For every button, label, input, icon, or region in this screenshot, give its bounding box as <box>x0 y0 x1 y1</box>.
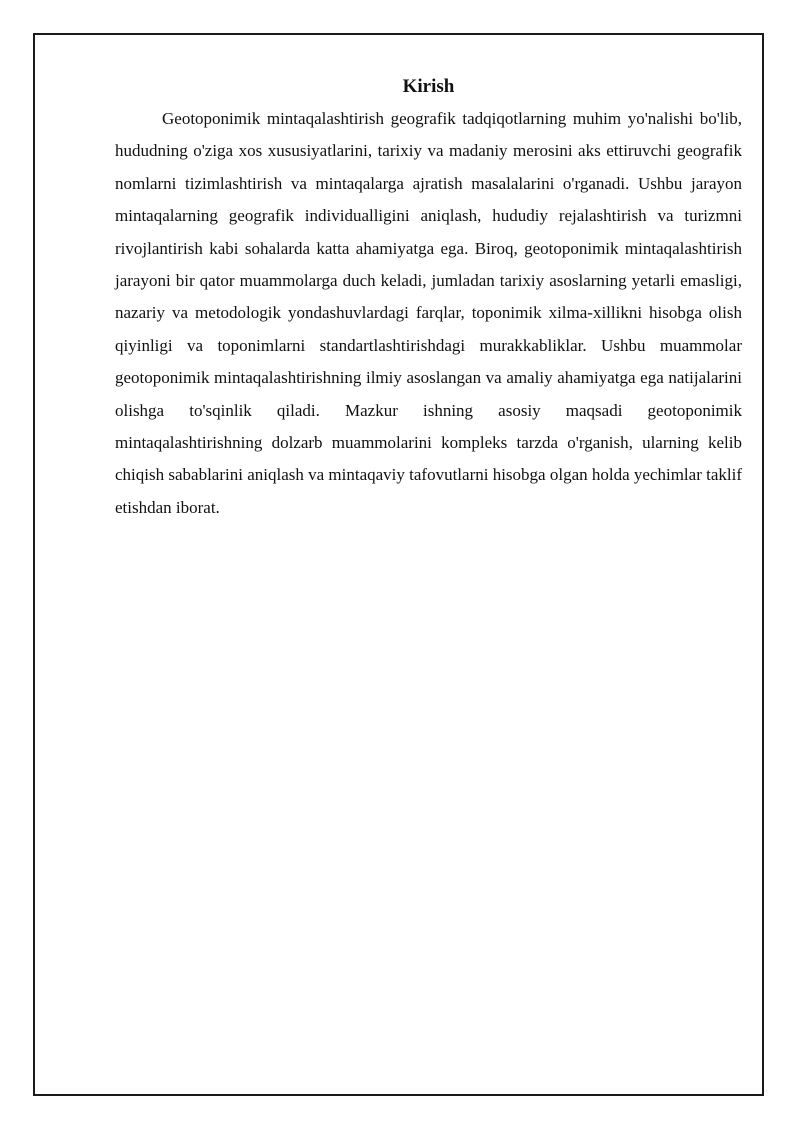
document-body <box>115 72 742 524</box>
section-title: Kirish <box>402 76 455 97</box>
body-paragraph: Geotoponimik mintaqalashtirish geografik tadqiqotlarning muhim yo'nalishi bo'lib, hududning o'ziga xos xususiyatlarini, tarixiy va madaniy merosini aks ettiruvchi geografik nomlarni tizimlashtirish va mintaqalarga ajratish masalalarini o'rganadi. Ushbu jarayon mintaqalarning geografik individualligini aniqlash, hududiy rejalashtirish va turizmni rivojlantirish kabi sohalarda katta ahamiyatga ega. Biroq, geotoponimik mintaqalashtirish jarayoni bir qator muammolarga duch keladi, jumladan tarixiy asoslarning yetarli emasligi, nazariy va metodologik yondashuvlardagi farqlar, toponimik xilma-xillikni hisobga olish qiyinligi va toponimlarni standartlashtirishdagi murakkabliklar. Ushbu muammolar geotoponimik mintaqalashtirishning ilmiy asoslangan va amaliy ahamiyatga ega natijalarini olishga to'sqinlik qiladi. Mazkur ishning asosiy maqsadi geotoponimik mintaqalashtirishning dolzarb muammolarini kompleks tarzda o'rganish, ularning kelib chiqish sabablarini aniqlash va mintaqaviy tafovutlarni hisobga olgan holda yechimlar taklif etishdan iborat. <box>115 109 742 517</box>
